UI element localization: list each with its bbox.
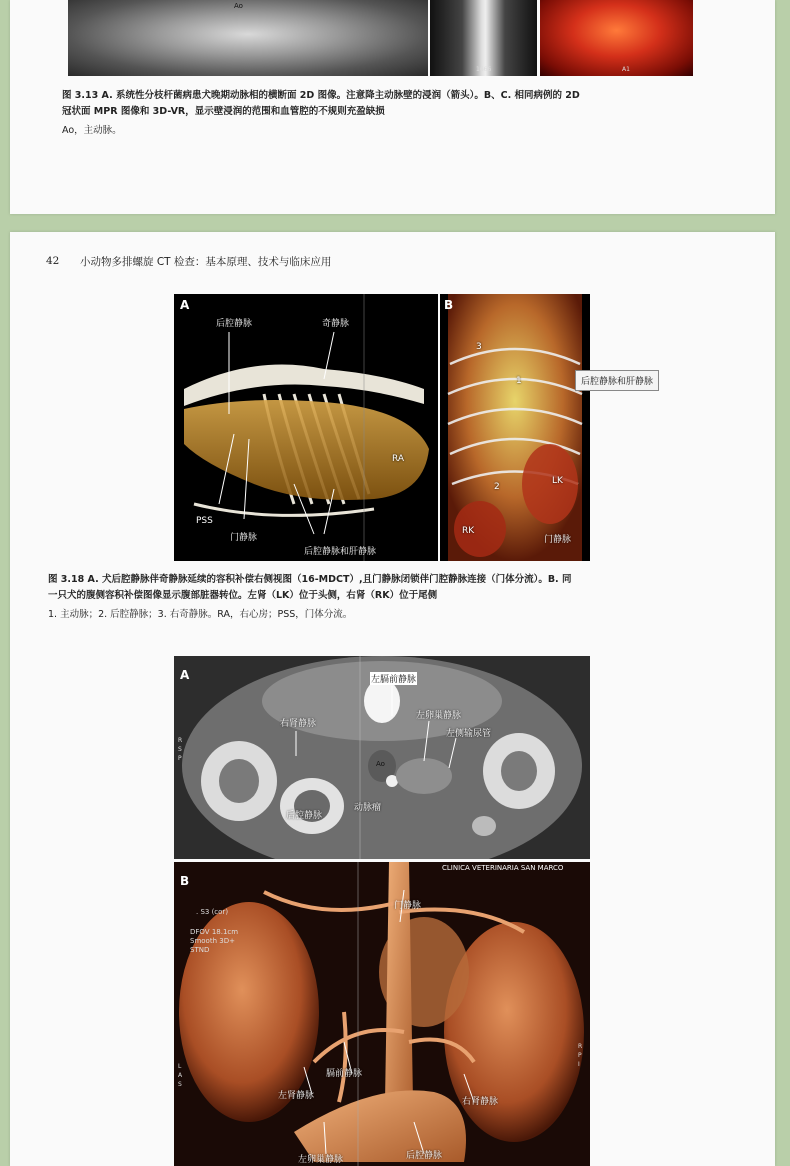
label-pss: PSS <box>196 516 213 526</box>
ct-image-3-13-b <box>430 0 537 76</box>
caption-line: 图 3.13 A. 系统性分枝杆菌病患犬晚期动脉相的横断面 2D 图像。注意降主动脉壁的浸润（箭头）。B、C. 相同病例的 2D <box>62 90 580 101</box>
label-a1: A1 <box>622 66 630 73</box>
label-ra: RA <box>392 454 405 464</box>
label-right-renal: 右肾静脉 <box>280 719 317 729</box>
vr-image-next-b <box>174 862 590 1166</box>
vr-image-3-18-a <box>174 294 438 561</box>
caption-line: 冠状面 MPR 图像和 3D-VR，显示壁浸润的范围和血管腔的不规则充盈缺损 <box>62 106 385 117</box>
dfov-label: DFOV 18.1cm <box>190 928 239 936</box>
caption-abbrev: 1. 主动脉；2. 后腔静脉；3. 右奇静脉。RA，右心房；PSS，门体分流。 <box>48 609 353 620</box>
orientation-label-las: L A S <box>178 1063 183 1088</box>
figure-caption <box>62 88 742 139</box>
vr-image-3-18-b <box>440 294 590 561</box>
panel-letter: B <box>180 874 190 888</box>
label-num-3: 3 <box>476 342 482 352</box>
label-num-1: 1 <box>516 376 522 386</box>
label-ao: Ao <box>376 760 385 768</box>
caption-line: 图 3.18 A. 犬后腔静脉伴奇静脉延续的容积补偿右侧视图（16-MDCT）,且门静脉闭锁伴门腔静脉连接（门体分流）。B. 同 <box>48 574 572 585</box>
axial-ct-illustration <box>174 656 590 859</box>
label-caudal-vena-cava: 后腔静脉 <box>286 811 323 821</box>
ventral-view-illustration <box>440 294 590 561</box>
label-left-ovarian: 左卵巢静脉 <box>298 1155 344 1165</box>
label-azygos: 奇静脉 <box>322 319 350 329</box>
running-title: 小动物多排螺旋 CT 检查：基本原理、技术与临床应用 <box>80 256 332 268</box>
label-portal-vein-b: 门静脉 <box>544 535 572 545</box>
label-right-renal: 右肾静脉 <box>462 1097 499 1107</box>
label-left-ureter: 左侧输尿管 <box>446 729 492 739</box>
ct-image-next-a <box>174 656 590 859</box>
label-box-caudal-hepatic: 后腔静脉和肝静脉 <box>575 370 659 391</box>
smooth-label: Smooth 3D+ <box>190 937 235 945</box>
series-label: . S3 (cor) <box>196 908 229 916</box>
skeleton-illustration <box>174 294 438 561</box>
label-num-2: 2 <box>494 482 500 492</box>
clinic-label: CLINICA VETERINARIA SAN MARCO <box>442 864 564 872</box>
label-caudal-vena-cava: 后腔静脉 <box>406 1151 443 1161</box>
ct-image-3-13-a <box>68 0 428 76</box>
label-scale: 1666 <box>476 66 492 73</box>
label-caudal-hepatic: 后腔静脉和肝静脉 <box>304 547 377 557</box>
panel-letter: B <box>444 298 454 312</box>
label-left-ovarian: 左卵巢静脉 <box>416 711 462 721</box>
page-number: 42 <box>46 255 60 267</box>
stnd-label: STND <box>190 946 210 954</box>
label-caudal-vena-cava: 后腔静脉 <box>216 319 253 329</box>
orientation-label-rpi: R P I <box>578 1043 583 1068</box>
label-left-phrenic: 左膈前静脉 <box>370 672 417 685</box>
figure-caption-3-18 <box>48 572 748 623</box>
orientation-label: R S P <box>178 737 183 762</box>
panel-letter: A <box>180 298 190 312</box>
label-rk: RK <box>462 526 475 536</box>
caption-abbrev: Ao，主动脉。 <box>62 125 122 136</box>
vr-image-3-13-c <box>540 0 693 76</box>
label-aneurysm: 动脉瘤 <box>354 803 382 813</box>
page-fig-3-13 <box>10 0 775 214</box>
label-lk: LK <box>552 476 563 486</box>
label-left-renal: 左肾静脉 <box>278 1091 315 1101</box>
caption-line: 一只犬的腹侧容积补偿图像显示腹部脏器转位。左肾（LK）位于头侧，右肾（RK）位于尾侧 <box>48 590 438 601</box>
vascular-illustration <box>174 862 590 1166</box>
panel-letter: A <box>180 668 190 682</box>
label-portal-vein: 门静脉 <box>230 533 258 543</box>
page-42 <box>10 232 775 1166</box>
label-phrenic: 膈前静脉 <box>326 1069 363 1079</box>
label-ao: Ao <box>234 2 243 10</box>
label-portal-vein: 门静脉 <box>394 901 422 911</box>
